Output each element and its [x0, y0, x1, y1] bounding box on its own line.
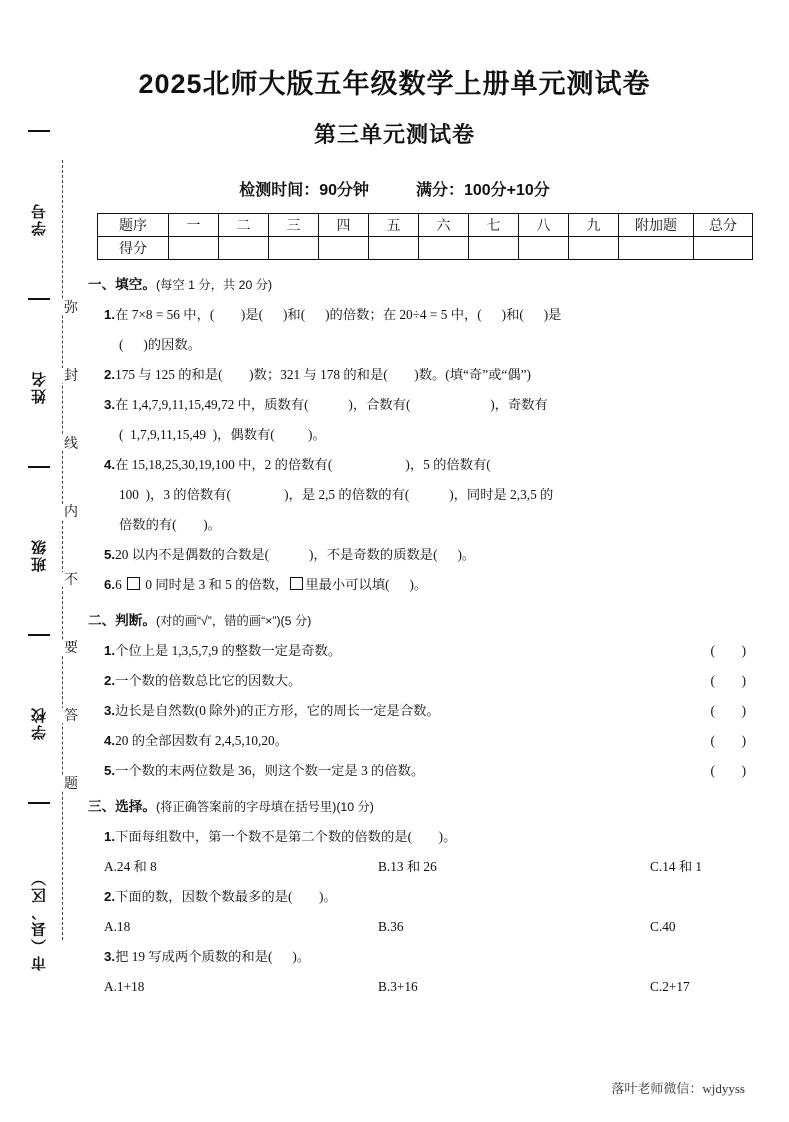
- table-row-scores: [98, 237, 753, 260]
- margin-identity-column: [22, 130, 56, 1060]
- question-text: 个位上是 1,3,5,7,9 的整数一定是奇数。: [115, 643, 342, 658]
- score-cell-5[interactable]: [369, 237, 419, 260]
- margin-label-school: 学校: [30, 706, 48, 740]
- section-title: 三、选择。: [88, 799, 156, 814]
- question-text: 在 7×8 = 56 中，( )是( )和( )的倍数；在 20÷4 = 5 中，( )和( )是: [115, 307, 562, 322]
- question-number: 1.: [104, 643, 116, 658]
- margin-label-student-id: 学号: [30, 202, 48, 236]
- question-number: 2.: [104, 889, 116, 904]
- option-c[interactable]: C.14 和 1: [650, 859, 703, 874]
- score-table-row-label: 得分: [98, 237, 169, 260]
- section-heading-fill-blank: [88, 270, 748, 300]
- section-note: (对的画“√”，错的画“×”)(5 分): [155, 614, 312, 628]
- option-a[interactable]: A.18: [104, 919, 131, 934]
- question-line: [104, 390, 748, 420]
- question-number: 1.: [104, 307, 116, 322]
- question-line: [104, 480, 748, 510]
- score-table-col-8: 八: [519, 214, 569, 237]
- question-number: 4.: [104, 457, 116, 472]
- seal-char: 答: [60, 708, 82, 723]
- question-text: 下面每组数中，第一个数不是第二个数的倍数的是( )。: [115, 829, 457, 844]
- question-line: [104, 420, 748, 450]
- question-number: 3.: [104, 703, 116, 718]
- question-judge-4: [104, 726, 748, 756]
- score-table-col-total: 总分: [694, 214, 753, 237]
- score-table-col-5: 五: [369, 214, 419, 237]
- question-choice-2: [104, 882, 748, 912]
- score-table: [97, 213, 753, 260]
- score-cell-6[interactable]: [419, 237, 469, 260]
- score-cell-2[interactable]: [219, 237, 269, 260]
- margin-label-city: 市（县、区）: [30, 869, 48, 971]
- question-text: 一个数的倍数总比它的因数大。: [115, 673, 302, 688]
- question-judge-5: [104, 756, 748, 786]
- score-cell-7[interactable]: [469, 237, 519, 260]
- question-number: 5.: [104, 547, 116, 562]
- question-line: [104, 570, 748, 600]
- margin-rule: [28, 634, 50, 636]
- question-line: [104, 756, 748, 786]
- options-row-2: [104, 912, 748, 942]
- question-line: [104, 882, 748, 912]
- question-number: 1.: [104, 829, 116, 844]
- answer-bracket[interactable]: ( ): [710, 703, 746, 718]
- question-fill-1: [104, 300, 748, 360]
- section-note: (每空 1 分，共 20 分): [155, 278, 273, 292]
- question-fill-4: [104, 450, 748, 540]
- question-choice-1: [104, 822, 748, 852]
- question-line: [104, 822, 748, 852]
- question-judge-2: [104, 666, 748, 696]
- margin-label-class: 班级: [30, 538, 48, 572]
- section-title: 二、判断。: [88, 613, 156, 628]
- score-cell-extra[interactable]: [619, 237, 694, 260]
- question-text: 边长是自然数(0 除外)的正方形，它的周长一定是合数。: [115, 703, 440, 718]
- question-fill-6: [104, 570, 748, 600]
- answer-bracket[interactable]: ( ): [710, 673, 746, 688]
- question-text: 在 1,4,7,9,11,15,49,72 中，质数有( )，合数有( )，奇数有: [115, 397, 548, 412]
- exam-info: [0, 177, 789, 200]
- score-cell-9[interactable]: [569, 237, 619, 260]
- answer-bracket[interactable]: ( ): [710, 643, 746, 658]
- exam-time-label: 检测时间：90分钟: [239, 182, 370, 199]
- question-number: 5.: [104, 763, 116, 778]
- question-text-part: 里最小可以填( )。: [305, 577, 428, 592]
- score-cell-total[interactable]: [694, 237, 753, 260]
- table-row-header: [98, 214, 753, 237]
- option-c[interactable]: C.40: [650, 919, 676, 934]
- question-number: 3.: [104, 949, 116, 964]
- seal-char: 内: [60, 504, 82, 519]
- seal-char: 线: [60, 436, 82, 451]
- blank-box-icon[interactable]: [127, 577, 140, 590]
- question-line: [104, 636, 748, 666]
- page-subtitle: 第三单元测试卷: [313, 122, 475, 147]
- question-fill-5: [104, 540, 748, 570]
- seal-char: 不: [60, 572, 82, 587]
- question-text: ( 1,7,9,11,15,49 )，偶数有( )。: [119, 427, 326, 442]
- score-table-col-6: 六: [419, 214, 469, 237]
- score-cell-8[interactable]: [519, 237, 569, 260]
- answer-bracket[interactable]: ( ): [710, 763, 746, 778]
- seal-char: 封: [60, 368, 82, 383]
- option-a[interactable]: A.1+18: [104, 979, 145, 994]
- question-line: [104, 942, 748, 972]
- option-b[interactable]: B.3+16: [378, 979, 418, 994]
- question-text: 20 的全部因数有 2,4,5,10,20。: [115, 733, 288, 748]
- question-fill-2: [104, 360, 748, 390]
- score-cell-3[interactable]: [269, 237, 319, 260]
- question-line: [104, 360, 748, 390]
- margin-label-name: 姓名: [30, 370, 48, 404]
- question-text: 把 19 写成两个质数的和是( )。: [115, 949, 311, 964]
- seal-dashed-line: [62, 160, 63, 940]
- footer-watermark: 落叶老师微信：wjdyyss: [611, 1081, 745, 1096]
- score-table-col-4: 四: [319, 214, 369, 237]
- score-table-col-1: 一: [169, 214, 219, 237]
- score-table-col-2: 二: [219, 214, 269, 237]
- question-text: ( )的因数。: [119, 337, 201, 352]
- page-title: 2025北师大版五年级数学上册单元测试卷: [138, 69, 651, 99]
- section-heading-true-false: [88, 606, 748, 636]
- question-line: [104, 330, 748, 360]
- score-cell-1[interactable]: [169, 237, 219, 260]
- question-text: 下面的数，因数个数最多的是( )。: [115, 889, 337, 904]
- question-text-part: 0 同时是 3 和 5 的倍数，: [142, 577, 289, 592]
- question-number: 3.: [104, 397, 116, 412]
- question-line: [104, 450, 748, 480]
- option-b[interactable]: B.13 和 26: [378, 859, 437, 874]
- question-text: 一个数的末两位数是 36，则这个数一定是 3 的倍数。: [115, 763, 425, 778]
- score-table-col-7: 七: [469, 214, 519, 237]
- question-text: 倍数的有( )。: [119, 517, 221, 532]
- section-note: (将正确答案前的字母填在括号里)(10 分): [155, 800, 374, 814]
- seal-char: 弥: [60, 300, 82, 315]
- margin-rule: [28, 466, 50, 468]
- score-table-col-extra: 附加题: [619, 214, 694, 237]
- seal-char: 题: [60, 776, 82, 791]
- question-choice-3: [104, 942, 748, 972]
- question-number: 2.: [104, 367, 116, 382]
- question-line: [104, 666, 748, 696]
- question-line: [104, 300, 748, 330]
- margin-rule: [28, 298, 50, 300]
- question-line: [104, 540, 748, 570]
- question-text: 175 与 125 的和是( )数；321 与 178 的和是( )数。(填“奇”或“偶”): [115, 367, 531, 382]
- option-a[interactable]: A.24 和 8: [104, 859, 157, 874]
- question-fill-3: [104, 390, 748, 450]
- score-table-col-9: 九: [569, 214, 619, 237]
- question-text: 20 以内不是偶数的合数是( )，不是奇数的质数是( )。: [115, 547, 476, 562]
- option-b[interactable]: B.36: [378, 919, 404, 934]
- margin-rule: [28, 802, 50, 804]
- options-row-3: [104, 972, 748, 1002]
- question-line: [104, 696, 748, 726]
- question-judge-3: [104, 696, 748, 726]
- options-row-1: [104, 852, 748, 882]
- question-number: 6.: [104, 577, 116, 592]
- question-number: 2.: [104, 673, 116, 688]
- section-heading-choice: [88, 792, 748, 822]
- exam-score-label: 满分：100分+10分: [415, 182, 550, 199]
- question-line: [104, 726, 748, 756]
- score-cell-4[interactable]: [319, 237, 369, 260]
- blank-box-icon[interactable]: [290, 577, 303, 590]
- answer-bracket[interactable]: ( ): [710, 733, 746, 748]
- paper-body: [88, 268, 748, 1002]
- score-table-row-label: 题序: [98, 214, 169, 237]
- question-judge-1: [104, 636, 748, 666]
- question-line: [104, 510, 748, 540]
- seal-line-column: [60, 300, 82, 820]
- question-text: 100 )，3 的倍数有( )，是 2,5 的倍数的有( )，同时是 2,3,5 的: [119, 487, 554, 502]
- question-text: 在 15,18,25,30,19,100 中，2 的倍数有( )，5 的倍数有(: [115, 457, 491, 472]
- score-table-col-3: 三: [269, 214, 319, 237]
- option-c[interactable]: C.2+17: [650, 979, 690, 994]
- section-title: 一、填空。: [88, 277, 156, 292]
- seal-char: 要: [60, 640, 82, 655]
- question-text-part: 6: [115, 577, 126, 592]
- question-number: 4.: [104, 733, 116, 748]
